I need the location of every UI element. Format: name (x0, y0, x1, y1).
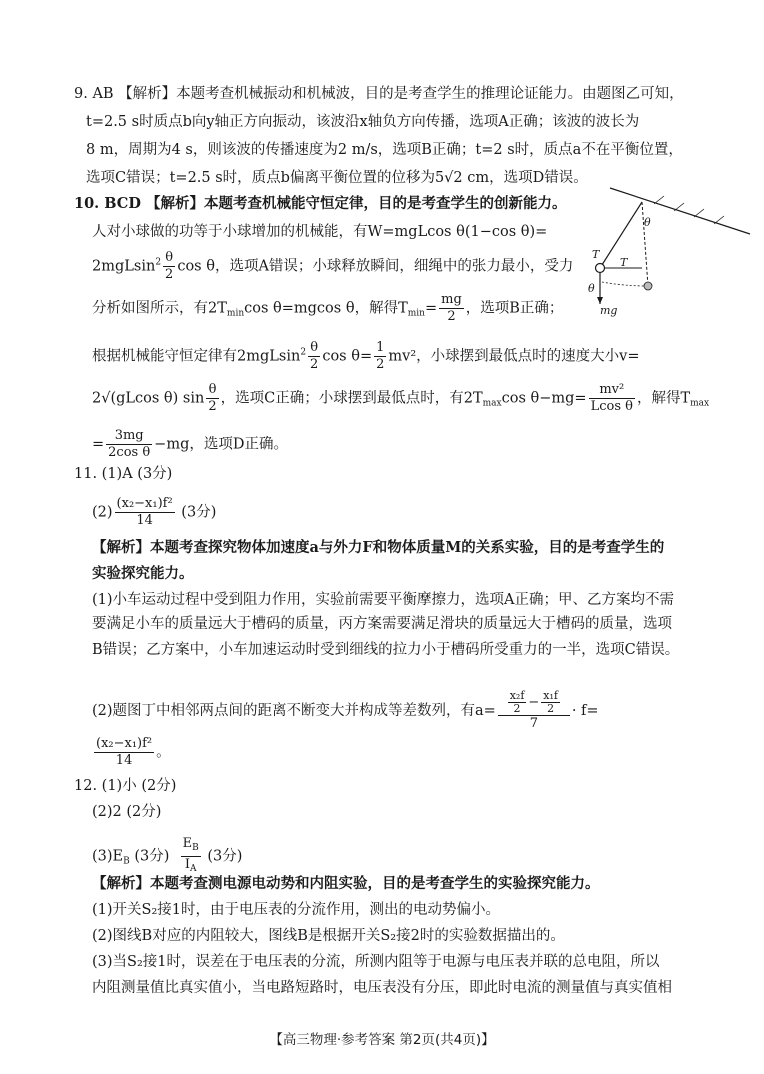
theta-label-top: θ (644, 216, 651, 229)
q12-p3-line-2: 内阻测量值比真实值小，当电路短路时，电压表没有分压，即此时电流的测量值与真实值相 (92, 980, 672, 996)
tension-label-2: T (620, 256, 628, 269)
q12-line-3: $(3)E_B$ (3分) $\frac{E_B}{I_A}$ (3分) (92, 836, 243, 874)
q12-line-1: 12. (1)小 (2分) (74, 778, 177, 794)
theta-label: θ (588, 282, 595, 295)
page-footer: 【高三物理·参考答案 第2页(共4页)】 (269, 1032, 495, 1048)
q12-p1: (1)开关S₂接1时，由于电压表的分流作用，测出的电动势偏小。 (92, 902, 501, 918)
gravity-label: mg (600, 304, 618, 317)
q11-p1-line-1: (1)小车运动过程中受到阻力作用，实验前需要平衡摩擦力，选项A正确；甲、乙方案均不需 (92, 592, 675, 608)
q10-line-2: 人对小球做的功等于小球增加的机械能，有W=mgLcos θ(1−cos θ)= (92, 224, 548, 240)
q11-p1-line-2: 要满足小车的质量远大于槽码的质量，丙方案需要满足滑块的质量远大于槽码的质量，选项 (92, 616, 672, 632)
q11-analysis-1: 【解析】本题考查探究物体加速度a与外力F和物体质量M的关系实验，目的是考查学生的 (92, 539, 665, 556)
pendulum-force-diagram (574, 186, 754, 321)
q12-p2: (2)图线B对应的内阻较大，图线B是根据开关S₂接2时的实验数据描出的。 (92, 928, 565, 944)
q9-line-1: 9. AB 【解析】本题考查机械振动和机械波，目的是考查学生的推理论证能力。由题图乙可知， (74, 86, 684, 102)
q12-line-2: (2)2 (2分) (92, 804, 162, 820)
q11-p1-line-3: B错误；乙方案中，小车加速运动时受到细线的拉力小于槽码所受重力的一半，选项C错误。 (92, 642, 680, 658)
q11-analysis-2: 实验探究能力。 (92, 565, 194, 582)
q9-line-3: 8 m，周期为4 s，则该波的传播速度为2 m/s，选项B正确；t=2 s时，质点a不在平衡位置， (86, 142, 683, 158)
q10-line-6: 2√(gLcos θ) sin $\frac{\theta}{2}$ ，选项C正确；小球摆到最低点时，有$2T_{max}\cos$ θ−mg= $\frac{\text{mv²}}{\text{Lcos θ}}$ ，解得$T_{max}$ (92, 382, 710, 414)
q10-line-1: 10. BCD 【解析】本题考查机械能守恒定律，目的是考查学生的创新能力。 (74, 195, 567, 212)
q10-line-5: 根据机械能守恒定律有2mgLsin$^2$ $\frac{\theta}{2}$ cos θ= $\frac{1}{2}$ mv²，小球摆到最低点时的速度大小v= (92, 340, 640, 372)
q11-line-1: 11. (1)A (3分) (74, 466, 173, 482)
q10-line-4: 分析如图所示，有$2T_{min}\cos$ θ=mgcos θ，解得$T_{min}=$ $\frac{mg}{2}$ ，选项B正确； (92, 292, 564, 324)
tension-label: T (592, 248, 600, 261)
q10-line-3: 2mgLsin$^2$ $\frac{\theta}{2}$ cos θ，选项A错误；小球释放瞬间，细绳中的张力最小，受力 (92, 250, 574, 282)
q11-p2-line-2: $\frac{\text{(x₂−x₁)f²}}{14}$ 。 (96, 736, 171, 768)
q9-line-4: 选项C错误；t=2.5 s时，质点b偏离平衡位置的位移为5√2 cm，选项D错误。 (86, 170, 588, 186)
q11-line-2: (2) $\frac{\text{(x₂−x₁)f²}}{14}$ (3分) (92, 496, 217, 528)
q12-p3-line-1: (3)当S₂接1时，误差在于电压表的分流，所测内阻等于电源与电压表并联的总电阻，所以 (92, 954, 660, 970)
q9-line-2: t=2.5 s时质点b向y轴正方向振动，该波沿x轴负方向传播，选项A正确；该波的波长为 (86, 114, 640, 130)
q11-p2-line-1: (2)题图丁中相邻两点间的距离不断变大并构成等差数列，有a= $\frac{\text{x₂f}}{2}$ − $\frac{\text{x₁f}}{2}$ 7 · f= (92, 689, 599, 731)
q12-analysis: 【解析】本题考查测电源电动势和内阻实验，目的是考查学生的实验探究能力。 (92, 875, 600, 892)
q10-line-7: = $\frac{3mg}{\text{2cos θ}}$ −mg，选项D正确。 (92, 428, 288, 460)
